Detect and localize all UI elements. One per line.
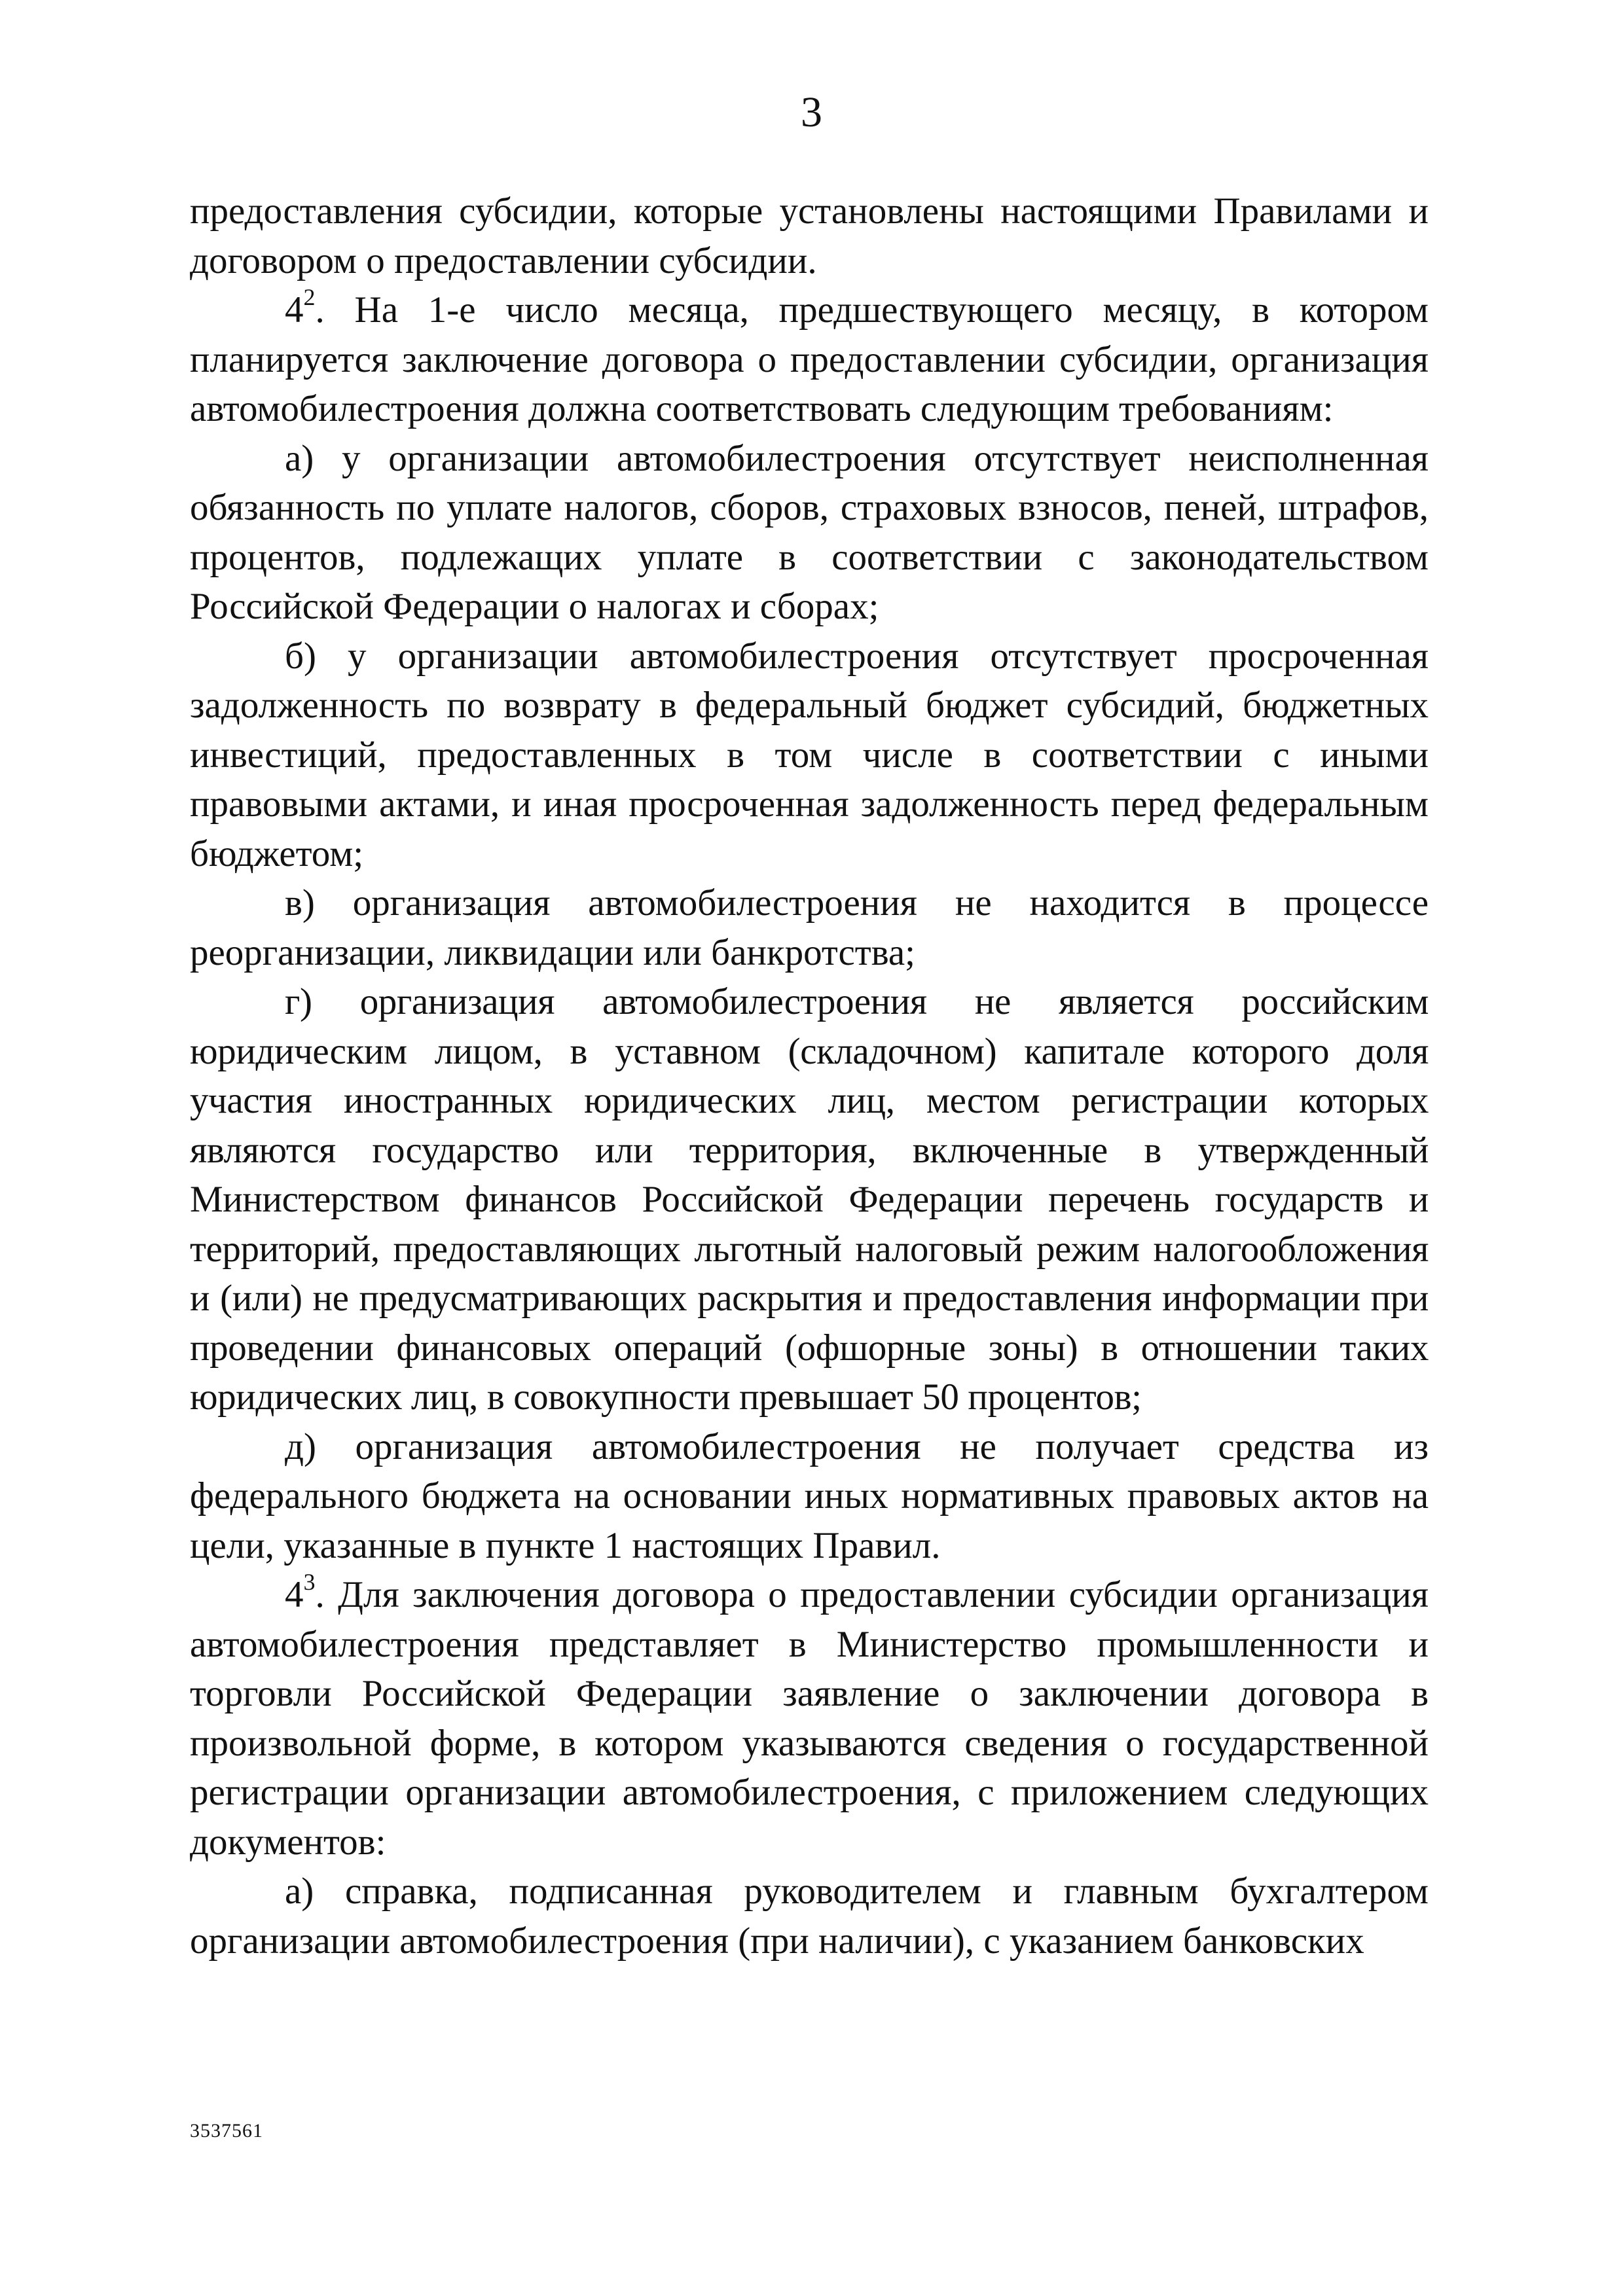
- paragraph-text: а) справка, подписанная руководителем и главным бухгалтером организации автомобилестроения (при наличии), с указанием банковских: [190, 1871, 1429, 1962]
- clause-superscript: 2: [303, 284, 316, 310]
- paragraph-4-2-b: [190, 632, 1429, 879]
- paragraph-text: . На 1-е число месяца, предшествующего месяцу, в котором планируется заключение договора о предоставлении субсидии, организация автомобилестроения должна соответствовать следующим требованиям:: [190, 289, 1429, 429]
- paragraph-4-2-a: [190, 434, 1429, 632]
- paragraph-text: г) организация автомобилестроения не является российским юридическим лицом, в уставном (складочном) капитале которого доля участия иностранных юридических лиц, местом регистрации которых являются государство или территория, включенные в утвержденный Министерством финансов Российской Федерации перечень государств и территорий, предоставляющих льготный налоговый режим налогообложения и (или) не предусматривающих раскрытия и предоставления информации при проведении финансовых операций (офшорные зоны) в отношении таких юридических лиц, в совокупности превышает 50 процентов;: [190, 981, 1429, 1418]
- paragraph-text: предоставления субсидии, которые установлены настоящими Правилами и договором о предоставлении субсидии.: [190, 190, 1429, 281]
- paragraph-4-3: [190, 1570, 1429, 1867]
- paragraph-4-3-a: [190, 1867, 1429, 1965]
- page-number: 3: [801, 88, 822, 136]
- paragraph-continuation: [190, 187, 1429, 285]
- clause-superscript: 3: [303, 1569, 316, 1595]
- paragraph-text: б) у организации автомобилестроения отсутствует просроченная задолженность по возврату в федеральный бюджет субсидий, бюджетных инвестиций, предоставленных в том числе в соответствии с иными правовыми актами, и иная просроченная задолженность перед федеральным бюджетом;: [190, 635, 1429, 874]
- paragraph-4-2-g: [190, 977, 1429, 1422]
- document-code: 3537561: [190, 2120, 263, 2142]
- clause-number: 4: [285, 1574, 304, 1615]
- paragraph-text: . Для заключения договора о предоставлении субсидии организация автомобилестроения представляет в Министерство промышленности и торговли Российской Федерации заявление о заключении договора в произвольной форме, в котором указываются сведения о государственной регистрации организации автомобилестроения, с приложением следующих документов:: [190, 1574, 1429, 1863]
- paragraph-4-2-d: [190, 1422, 1429, 1571]
- clause-number: 4: [285, 289, 304, 331]
- paragraph-text: д) организация автомобилестроения не получает средства из федерального бюджета на основании иных нормативных правовых актов на цели, указанные в пункте 1 настоящих Правил.: [190, 1426, 1429, 1566]
- paragraph-text: а) у организации автомобилестроения отсутствует неисполненная обязанность по уплате налогов, сборов, страховых взносов, пеней, штрафов, процентов, подлежащих уплате в соответствии с законодательством Российской Федерации о налогах и сборах;: [190, 437, 1429, 627]
- paragraph-4-2: [190, 285, 1429, 434]
- document-body: [190, 187, 1429, 1965]
- paragraph-text: в) организация автомобилестроения не находится в процессе реорганизации, ликвидации или банкротства;: [190, 882, 1429, 973]
- paragraph-4-2-v: [190, 878, 1429, 977]
